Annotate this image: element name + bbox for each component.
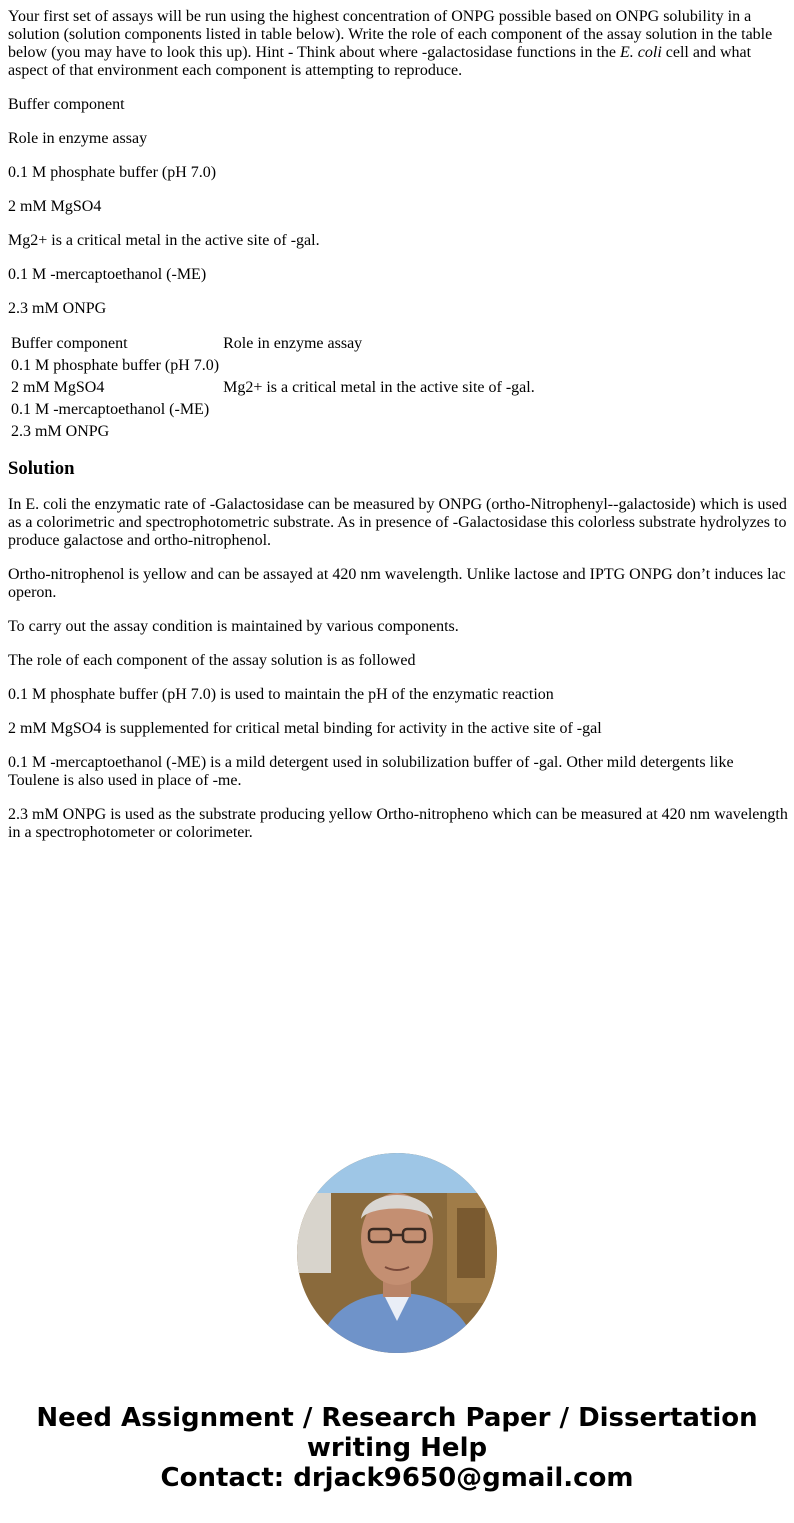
document-body: [8, 8, 788, 858]
banner-line: Need Assignment / Research Paper / Dissertation: [36, 1403, 758, 1433]
component-table: [8, 332, 538, 444]
question-line: 0.1 M phosphate buffer (pH 7.0): [8, 164, 217, 181]
solution-paragraph: To carry out the assay condition is maintained by various components.: [8, 618, 459, 635]
table-cell: [222, 400, 536, 420]
table-row: [10, 378, 536, 398]
table-cell: 2 mM MgSO4: [11, 379, 105, 396]
table-cell: 0.1 M -mercaptoethanol (-ME): [11, 401, 210, 418]
question-intro: Your first set of assays will be run using the highest concentration of ONPG possible based on ONPG solubility in a solution (solution components listed in table below). Write the role of each component of the assay solution in the table below (you may have to look this up). Hint - Think about where -galactosidase functions in the E. coli cell and what aspect of that environment each component is attempting to reproduce.: [8, 8, 773, 79]
solution-paragraph: 2.3 mM ONPG is used as the substrate producing yellow Ortho-nitropheno which can be measured at 420 nm wavelength in a spectrophotometer or colorimeter.: [8, 806, 788, 841]
table-row: [10, 400, 536, 420]
question-line: Role in enzyme assay: [8, 130, 148, 147]
table-header-cell: Buffer component: [11, 335, 128, 352]
table-header-row: [10, 334, 536, 354]
banner-line: writing Help: [306, 1433, 488, 1463]
contact-email: Contact: drjack9650@gmail.com: [160, 1463, 634, 1493]
question-line: 0.1 M -mercaptoethanol (-ME): [8, 266, 207, 283]
table-row: [10, 422, 536, 442]
question-line: 2.3 mM ONPG: [8, 300, 107, 317]
solution-heading: Solution: [8, 458, 75, 479]
table-cell: 2.3 mM ONPG: [11, 423, 110, 440]
table-header-cell: Role in enzyme assay: [223, 335, 363, 352]
table-cell: 0.1 M phosphate buffer (pH 7.0): [11, 357, 220, 374]
solution-paragraph: 0.1 M -mercaptoethanol (-ME) is a mild detergent used in solubilization buffer of -gal. Other mild detergents like Toulene is also used in place of -me.: [8, 754, 734, 789]
avatar: [297, 1153, 497, 1353]
solution-paragraph: 0.1 M phosphate buffer (pH 7.0) is used to maintain the pH of the enzymatic reaction: [8, 686, 554, 703]
solution-paragraph: The role of each component of the assay solution is as followed: [8, 652, 416, 669]
question-line: Mg2+ is a critical metal in the active site of -gal.: [8, 232, 320, 249]
solution-paragraph: Ortho-nitrophenol is yellow and can be assayed at 420 nm wavelength. Unlike lactose and IPTG ONPG don’t induces lac operon.: [8, 566, 786, 601]
person-portrait-icon: [297, 1153, 497, 1353]
solution-paragraph: 2 mM MgSO4 is supplemented for critical metal binding for activity in the active site of -gal: [8, 720, 602, 737]
solution-paragraph: In E. coli the enzymatic rate of -Galactosidase can be measured by ONPG (ortho-Nitrophenyl--galactoside) which is used as a colorimetric and spectrophotometric substrate. As in presence of -Galactosidase this colorless substrate hydrolyzes to produce galactose and ortho-nitrophenol.: [8, 496, 787, 549]
table-cell: [222, 356, 536, 376]
question-line: Buffer component: [8, 96, 125, 113]
table-row: [10, 356, 536, 376]
contact-banner: [0, 1403, 794, 1493]
question-line: 2 mM MgSO4: [8, 198, 102, 215]
table-cell: Mg2+ is a critical metal in the active site of -gal.: [223, 379, 535, 396]
table-cell: [222, 422, 536, 442]
